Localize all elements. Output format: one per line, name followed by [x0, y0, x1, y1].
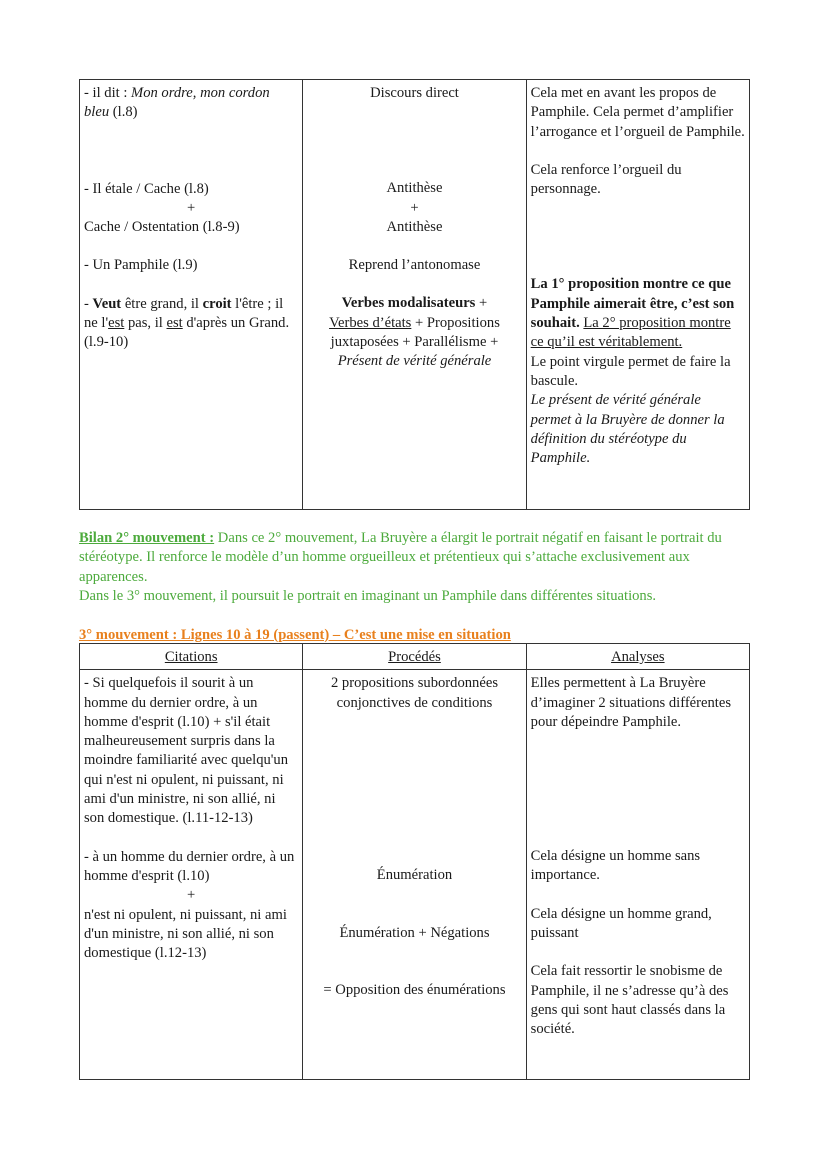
analyse-propos-pamphile: Cela met en avant les propos de Pamphile. Cela permet d’amplifier l’arrogance et l’orgueil de Pamphile.	[530, 85, 745, 140]
header-procedes: Procédés	[303, 644, 526, 670]
citation-etale-cache: - Il étale / Cache (l.8)	[84, 180, 209, 197]
plus-sign: +	[410, 199, 419, 216]
procedes-cell	[303, 670, 526, 1080]
bilan-title: Bilan 2° mouvement :	[79, 530, 215, 546]
citation-ni-opulent: n'est ni opulent, ni puissant, ni ami d'un ministre, ni son allié, ni son domestique (l.12-13)	[84, 906, 287, 962]
citation-cache-ostentation: Cache / Ostentation (l.8-9)	[84, 219, 240, 236]
analyse-snobisme: Cela fait ressortir le snobisme de Pamphile, il ne s’adresse qu’à des gens qui sont haut classés dans la société.	[530, 963, 729, 1038]
procede-antithese-2: Antithèse	[386, 218, 443, 235]
analyse-homme-puissant: Cela désigne un homme grand, puissant	[530, 905, 712, 942]
procede-antonomase: Reprend l’antonomase	[348, 257, 481, 274]
procede-subordonnees: 2 propositions subordonnées conjonctives de conditions	[330, 675, 498, 711]
citation-si-quelquefois: - Si quelquefois il sourit à un homme du dernier ordre, à un homme d'esprit (l.10) + s'il était malheureusement surpris dans la moindre familiarité avec quelqu'un qui n'est ni opulent, ni puissant, ni ami d'un ministre, ni son allié, ni son domestique. (l.11-12-13)	[84, 675, 289, 827]
table-row	[80, 80, 750, 510]
analyse-propositions: La 1° proposition montre ce que Pamphile aimerait être, c’est son souhait. La 2° proposition montre ce qu’il est véritablement.	[530, 276, 735, 351]
citation-un-pamphile: - Un Pamphile (l.9)	[84, 257, 198, 274]
procede-enumeration-negations: Énumération + Négations	[339, 925, 490, 942]
procedes-cell	[303, 80, 526, 510]
procede-discours-direct: Discours direct	[370, 85, 459, 101]
citations-cell	[80, 670, 303, 1080]
plus-sign: +	[187, 199, 196, 216]
bilan-paragraph	[79, 529, 759, 606]
analysis-table-movement-3	[79, 643, 750, 1080]
analyses-cell	[526, 670, 749, 1080]
citation-direct-speech: - il dit : Mon ordre, mon cordon bleu (l.8)	[84, 85, 270, 121]
citation-veut-etre-grand: - Veut être grand, il croit l'être ; il ne l'est pas, il est d'après un Grand. (l.9-10)	[84, 295, 290, 351]
plus-sign: +	[187, 887, 196, 904]
bilan-transition: Dans le 3° mouvement, il poursuit le portrait en imaginant un Pamphile dans différentes situations.	[79, 587, 657, 604]
citation-homme-dernier-ordre: - à un homme du dernier ordre, à un homme d'esprit (l.10)	[84, 848, 295, 884]
table-header-row	[80, 644, 750, 670]
table-row	[80, 670, 750, 1080]
procede-verbes-modalisateurs: Verbes modalisateurs + Verbes d’états + Propositions juxtaposées + Parallélisme + Présent de vérité générale	[329, 295, 500, 370]
citations-cell	[80, 80, 303, 510]
movement-3-title: 3° mouvement : Lignes 10 à 19 (passent) – C’est une mise en situation	[79, 627, 511, 643]
analysis-table-movement-2	[79, 79, 750, 510]
analyse-orgueil: Cela renforce l’orgueil du personnage.	[530, 161, 682, 198]
header-citations: Citations	[80, 644, 303, 670]
analyse-point-virgule: Le point virgule permet de faire la bascule.	[530, 353, 731, 389]
analyse-deux-situations: Elles permettent à La Bruyère d’imaginer 2 situations différentes pour dépeindre Pamphile.	[530, 675, 731, 730]
procede-opposition: = Opposition des énumérations	[323, 982, 506, 999]
analyses-cell	[526, 80, 749, 510]
bilan-text: Dans ce 2° mouvement, La Bruyère a élargit le portrait négatif en faisant le portrait du stéréotype. Il renforce le modèle d’un homme orgueilleux et prétentieux qui s’attache exclusivement aux apparences.	[79, 530, 722, 585]
analyse-sans-importance: Cela désigne un homme sans importance.	[530, 848, 701, 884]
procede-enumeration: Énumération	[376, 866, 453, 883]
procede-antithese-1: Antithèse	[386, 180, 443, 197]
header-analyses: Analyses	[526, 644, 749, 670]
analyse-present-verite: Le présent de vérité générale permet à la Bruyère de donner la définition du stéréotype du Pamphile.	[530, 392, 725, 467]
